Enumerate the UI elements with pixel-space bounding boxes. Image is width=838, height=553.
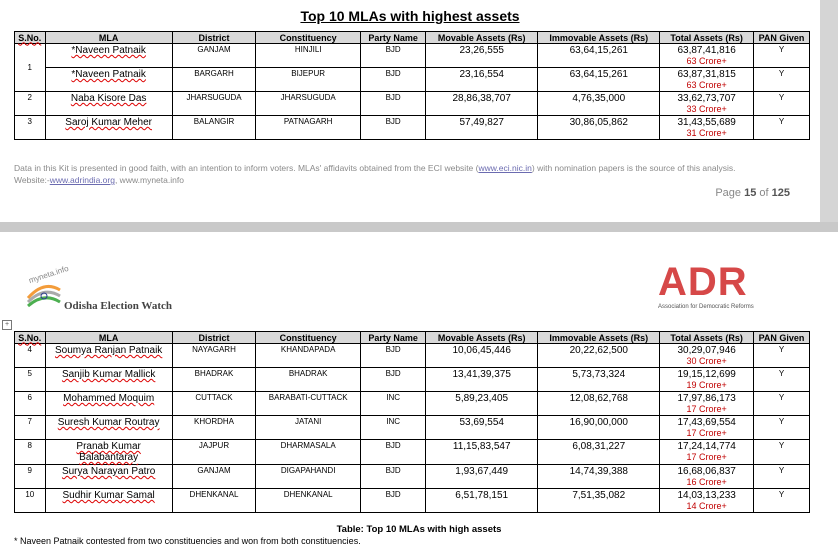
table-row bbox=[15, 416, 810, 440]
col-header-total: Total Assets (Rs) bbox=[660, 332, 754, 344]
cell-total: 16,68,06,837 16 Crore+ bbox=[660, 465, 754, 489]
cell-mla: Naba Kisore Das bbox=[45, 92, 172, 116]
disclaimer-note: Data in this Kit is presented in good faith, with an intention to inform voters. MLAs' affidavits obtained from the ECI website (www.eci.nic.in) with nomination papers is the source of this analysis. Website:-www.adrindia.org, www.myneta.info bbox=[14, 163, 736, 185]
page-gap bbox=[0, 222, 838, 232]
cell-pan: Y bbox=[753, 440, 809, 465]
cell-party: BJD bbox=[361, 489, 426, 513]
table-row bbox=[15, 344, 810, 368]
cell-district: BHADRAK bbox=[172, 368, 255, 392]
cell-district: NAYAGARH bbox=[172, 344, 255, 368]
cell-movable: 53,69,554 bbox=[426, 416, 538, 440]
cell-movable: 5,89,23,405 bbox=[426, 392, 538, 416]
cell-constituency: JATANI bbox=[256, 416, 361, 440]
cell-district: KHORDHA bbox=[172, 416, 255, 440]
cell-party: INC bbox=[361, 416, 426, 440]
table-row bbox=[15, 116, 810, 140]
cell-sno: 7 bbox=[15, 416, 46, 440]
adr-link[interactable]: www.adrindia.org bbox=[49, 175, 115, 185]
crore-badge: 31 Crore+ bbox=[686, 128, 727, 138]
cell-party: BJD bbox=[361, 44, 426, 68]
cell-immovable: 4,76,35,000 bbox=[538, 92, 660, 116]
col-header-constituency: Constituency bbox=[256, 332, 361, 344]
crore-badge: 16 Crore+ bbox=[686, 477, 727, 487]
table-row bbox=[15, 440, 810, 465]
scroll-margin bbox=[820, 0, 838, 232]
cell-immovable: 5,73,73,324 bbox=[538, 368, 660, 392]
cell-party: BJD bbox=[361, 440, 426, 465]
col-header-total: Total Assets (Rs) bbox=[660, 32, 754, 44]
crore-badge: 14 Crore+ bbox=[686, 501, 727, 511]
cell-district: BALANGIR bbox=[172, 116, 255, 140]
assets-table-part2 bbox=[14, 331, 810, 513]
cell-total: 14,03,13,233 14 Crore+ bbox=[660, 489, 754, 513]
cell-pan: Y bbox=[753, 92, 809, 116]
cell-sno: 9 bbox=[15, 465, 46, 489]
cell-mla: Sanjib Kumar Mallick bbox=[45, 368, 172, 392]
table-move-handle-icon[interactable]: + bbox=[2, 320, 12, 330]
cell-movable: 23,26,555 bbox=[426, 44, 538, 68]
cell-total: 17,97,86,173 17 Crore+ bbox=[660, 392, 754, 416]
cell-pan: Y bbox=[753, 44, 809, 68]
page-15 bbox=[0, 0, 820, 222]
crore-badge: 30 Crore+ bbox=[686, 356, 727, 366]
col-header-party: Party Name bbox=[361, 332, 426, 344]
cell-sno: 3 bbox=[15, 116, 46, 140]
cell-pan: Y bbox=[753, 392, 809, 416]
cell-district: JAJPUR bbox=[172, 440, 255, 465]
col-header-district: District bbox=[172, 32, 255, 44]
cell-movable: 11,15,83,547 bbox=[426, 440, 538, 465]
crore-badge: 17 Crore+ bbox=[686, 428, 727, 438]
cell-movable: 13,41,39,375 bbox=[426, 368, 538, 392]
crore-badge: 63 Crore+ bbox=[686, 56, 727, 66]
cell-movable: 57,49,827 bbox=[426, 116, 538, 140]
cell-pan: Y bbox=[753, 489, 809, 513]
cell-total: 17,24,14,774 17 Crore+ bbox=[660, 440, 754, 465]
cell-sno: 1 bbox=[15, 44, 46, 92]
crore-badge: 63 Crore+ bbox=[686, 80, 727, 90]
cell-sno: 2 bbox=[15, 92, 46, 116]
table-row bbox=[15, 68, 810, 92]
col-header-movable: Movable Assets (Rs) bbox=[426, 32, 538, 44]
cell-pan: Y bbox=[753, 116, 809, 140]
table-row bbox=[15, 368, 810, 392]
col-header-immovable: Immovable Assets (Rs) bbox=[538, 32, 660, 44]
col-header-constituency: Constituency bbox=[256, 32, 361, 44]
cell-party: BJD bbox=[361, 368, 426, 392]
cell-immovable: 20,22,62,500 bbox=[538, 344, 660, 368]
table-row bbox=[15, 92, 810, 116]
cell-party: BJD bbox=[361, 68, 426, 92]
cell-constituency: DHENKANAL bbox=[256, 489, 361, 513]
cell-immovable: 16,90,00,000 bbox=[538, 416, 660, 440]
col-header-sno: S.No. bbox=[15, 332, 46, 344]
cell-sno: 8 bbox=[15, 440, 46, 465]
cell-district: GANJAM bbox=[172, 44, 255, 68]
cell-district: CUTTACK bbox=[172, 392, 255, 416]
assets-table-part1 bbox=[14, 31, 810, 140]
cell-movable: 1,93,67,449 bbox=[426, 465, 538, 489]
page-number: Page 15 of 125 bbox=[715, 187, 790, 199]
cell-party: BJD bbox=[361, 344, 426, 368]
cell-movable: 23,16,554 bbox=[426, 68, 538, 92]
cell-constituency: DIGAPAHANDI bbox=[256, 465, 361, 489]
cell-mla: Mohammed Moquim bbox=[45, 392, 172, 416]
col-header-pan: PAN Given bbox=[753, 332, 809, 344]
cell-mla: Soumya Ranjan Patnaik bbox=[45, 344, 172, 368]
cell-mla: Suresh Kumar Routray bbox=[45, 416, 172, 440]
crore-badge: 17 Crore+ bbox=[686, 452, 727, 462]
cell-party: BJD bbox=[361, 465, 426, 489]
cell-pan: Y bbox=[753, 68, 809, 92]
cell-district: JHARSUGUDA bbox=[172, 92, 255, 116]
cell-sno: 4 bbox=[15, 344, 46, 368]
cell-pan: Y bbox=[753, 465, 809, 489]
cell-party: BJD bbox=[361, 92, 426, 116]
cell-mla: *Naveen Patnaik bbox=[45, 44, 172, 68]
crore-badge: 33 Crore+ bbox=[686, 104, 727, 114]
footnote: * Naveen Patnaik contested from two constituencies and won from both constituencies. bbox=[14, 536, 361, 546]
cell-constituency: BIJEPUR bbox=[256, 68, 361, 92]
cell-immovable: 12,08,62,768 bbox=[538, 392, 660, 416]
table-row bbox=[15, 44, 810, 68]
cell-constituency: DHARMASALA bbox=[256, 440, 361, 465]
cell-immovable: 63,64,15,261 bbox=[538, 44, 660, 68]
cell-total: 30,29,07,946 30 Crore+ bbox=[660, 344, 754, 368]
col-header-mla: MLA bbox=[45, 32, 172, 44]
cell-immovable: 14,74,39,388 bbox=[538, 465, 660, 489]
cell-constituency: PATNAGARH bbox=[256, 116, 361, 140]
cell-district: BARGARH bbox=[172, 68, 255, 92]
col-header-sno: S.No. bbox=[15, 32, 46, 44]
col-header-movable: Movable Assets (Rs) bbox=[426, 332, 538, 344]
cell-constituency: HINJILI bbox=[256, 44, 361, 68]
cell-movable: 10,06,45,446 bbox=[426, 344, 538, 368]
col-header-district: District bbox=[172, 332, 255, 344]
cell-total: 33,62,73,707 33 Crore+ bbox=[660, 92, 754, 116]
cell-mla: Surya Narayan Patro bbox=[45, 465, 172, 489]
cell-sno: 6 bbox=[15, 392, 46, 416]
cell-constituency: BHADRAK bbox=[256, 368, 361, 392]
cell-immovable: 30,86,05,862 bbox=[538, 116, 660, 140]
adr-logo: ADR Association for Democratic Reforms bbox=[658, 260, 754, 310]
cell-total: 31,43,55,689 31 Crore+ bbox=[660, 116, 754, 140]
cell-total: 63,87,31,815 63 Crore+ bbox=[660, 68, 754, 92]
cell-constituency: BARABATI-CUTTACK bbox=[256, 392, 361, 416]
cell-pan: Y bbox=[753, 344, 809, 368]
cell-pan: Y bbox=[753, 368, 809, 392]
cell-mla: Saroj Kumar Meher bbox=[45, 116, 172, 140]
cell-immovable: 63,64,15,261 bbox=[538, 68, 660, 92]
cell-sno: 5 bbox=[15, 368, 46, 392]
cell-constituency: JHARSUGUDA bbox=[256, 92, 361, 116]
table-row bbox=[15, 489, 810, 513]
cell-mla: Pranab Kumar Balabantaray bbox=[45, 440, 172, 465]
cell-constituency: KHANDAPADA bbox=[256, 344, 361, 368]
cell-mla: *Naveen Patnaik bbox=[45, 68, 172, 92]
cell-district: DHENKANAL bbox=[172, 489, 255, 513]
col-header-party: Party Name bbox=[361, 32, 426, 44]
cell-party: BJD bbox=[361, 116, 426, 140]
table-header-row bbox=[15, 32, 810, 44]
table-header-row bbox=[15, 332, 810, 344]
table-row bbox=[15, 465, 810, 489]
cell-pan: Y bbox=[753, 416, 809, 440]
cell-immovable: 6,08,31,227 bbox=[538, 440, 660, 465]
page-title: Top 10 MLAs with highest assets bbox=[300, 8, 520, 24]
cell-total: 63,87,41,816 63 Crore+ bbox=[660, 44, 754, 68]
col-header-immovable: Immovable Assets (Rs) bbox=[538, 332, 660, 344]
cell-movable: 28,86,38,707 bbox=[426, 92, 538, 116]
cell-movable: 6,51,78,151 bbox=[426, 489, 538, 513]
table-caption: Table: Top 10 MLAs with high assets bbox=[336, 524, 502, 535]
table-row bbox=[15, 392, 810, 416]
crore-badge: 19 Crore+ bbox=[686, 380, 727, 390]
col-header-pan: PAN Given bbox=[753, 32, 809, 44]
cell-immovable: 7,51,35,082 bbox=[538, 489, 660, 513]
cell-total: 17,43,69,554 17 Crore+ bbox=[660, 416, 754, 440]
cell-sno: 10 bbox=[15, 489, 46, 513]
cell-total: 19,15,12,699 19 Crore+ bbox=[660, 368, 754, 392]
cell-party: INC bbox=[361, 392, 426, 416]
eci-link[interactable]: www.eci.nic.in bbox=[478, 163, 532, 173]
crore-badge: 17 Crore+ bbox=[686, 404, 727, 414]
cell-mla: Sudhir Kumar Samal bbox=[45, 489, 172, 513]
col-header-mla: MLA bbox=[45, 332, 172, 344]
odisha-election-watch-logo: myneta.info Odisha Election Watch bbox=[22, 270, 222, 315]
cell-district: GANJAM bbox=[172, 465, 255, 489]
